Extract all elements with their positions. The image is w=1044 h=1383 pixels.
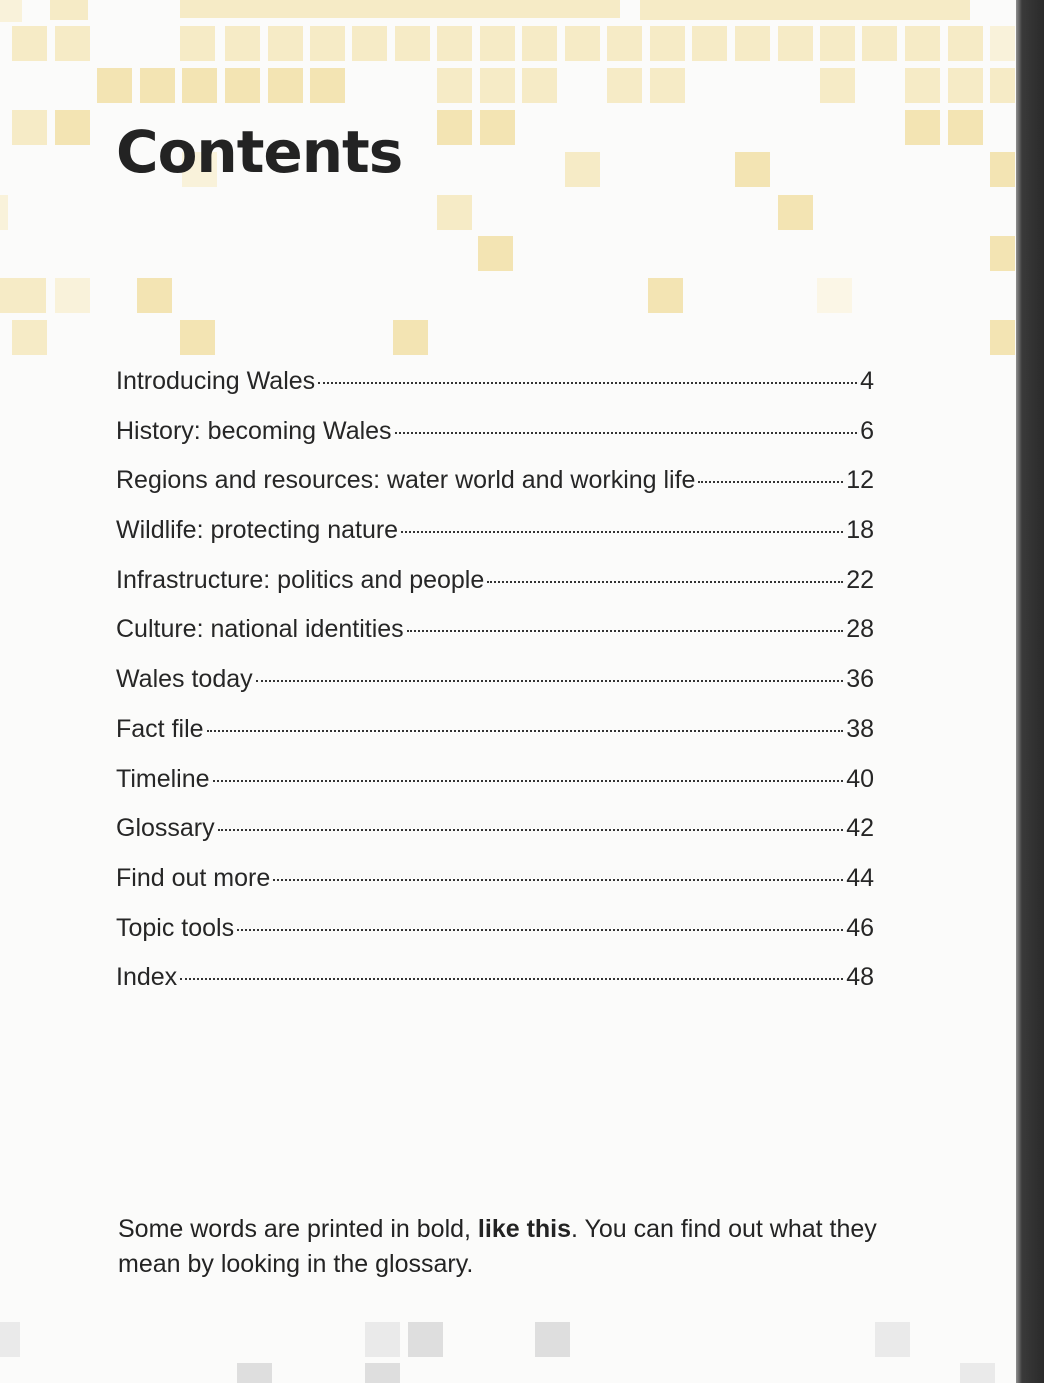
decor-tile — [55, 26, 90, 61]
toc-entry-page: 18 — [846, 516, 874, 545]
decor-tile — [225, 68, 260, 103]
toc-entry-title: History: becoming Wales — [116, 416, 392, 445]
decor-tile — [180, 320, 215, 355]
toc-entry-page: 48 — [846, 963, 874, 992]
toc-entry[interactable] — [116, 566, 874, 616]
dot-leader — [218, 829, 844, 831]
toc-entry-title: Timeline — [116, 764, 210, 793]
decor-tile — [310, 26, 345, 61]
toc-entry-title: Find out more — [116, 863, 271, 892]
toc-entry-title: Culture: national identities — [116, 615, 404, 644]
decor-tile — [650, 68, 685, 103]
decor-tile — [395, 26, 430, 61]
decor-tile — [182, 68, 217, 103]
toc-entry-title: Regions and resources: water world and working life — [116, 466, 696, 495]
decor-tile — [565, 26, 600, 61]
decor-tile — [137, 278, 172, 313]
decor-tile — [437, 110, 472, 145]
decor-tile — [990, 26, 1015, 61]
decor-tile — [408, 1322, 443, 1357]
toc-entry-page: 36 — [846, 665, 874, 694]
table-of-contents — [116, 367, 874, 1013]
toc-entry[interactable] — [116, 715, 874, 765]
toc-entry-title: Topic tools — [116, 913, 235, 942]
decor-tile — [905, 68, 940, 103]
decor-tile — [180, 26, 215, 61]
decor-tile — [0, 1322, 20, 1357]
decor-tile — [12, 26, 47, 61]
decor-tile — [948, 110, 983, 145]
dot-leader — [273, 879, 843, 881]
decor-tile — [735, 26, 770, 61]
decor-tile — [905, 26, 940, 61]
decor-tile — [437, 68, 472, 103]
toc-entry[interactable] — [116, 466, 874, 516]
decor-tile — [437, 26, 472, 61]
decor-tile — [365, 1322, 400, 1357]
decor-tile — [522, 68, 557, 103]
toc-entry-page: 22 — [846, 565, 874, 594]
decor-tile — [948, 26, 983, 61]
toc-entry-page: 38 — [846, 714, 874, 743]
decor-tile — [365, 1363, 400, 1383]
decor-tile — [268, 26, 303, 61]
decor-tile — [478, 236, 513, 271]
note-text-before: Some words are printed in bold, — [118, 1215, 478, 1243]
toc-entry-title: Index — [116, 963, 178, 992]
toc-entry-page: 40 — [846, 764, 874, 793]
decor-tile — [140, 68, 175, 103]
page-title: Contents — [116, 118, 403, 186]
decor-tile — [692, 26, 727, 61]
decor-tile — [480, 110, 515, 145]
decor-tile — [352, 26, 387, 61]
decor-tile — [778, 195, 813, 230]
decor-tile — [310, 68, 345, 103]
decor-tile — [225, 26, 260, 61]
decor-tile — [55, 278, 90, 313]
decor-tile — [0, 278, 46, 313]
decor-tile — [948, 68, 983, 103]
dot-leader — [401, 531, 843, 533]
decor-tile — [237, 1363, 272, 1383]
toc-entry[interactable] — [116, 516, 874, 566]
decor-tile — [607, 26, 642, 61]
decor-tile — [650, 26, 685, 61]
toc-entry[interactable] — [116, 615, 874, 665]
decor-tile — [480, 68, 515, 103]
note-bold-example: like this — [477, 1215, 572, 1243]
decor-tile — [437, 195, 472, 230]
dot-leader — [207, 730, 844, 732]
decor-tile — [990, 236, 1015, 271]
toc-entry-page: 28 — [846, 615, 874, 644]
toc-entry[interactable] — [116, 765, 874, 815]
decor-tile — [50, 0, 88, 20]
decor-tile — [640, 0, 970, 20]
decor-tile — [535, 1322, 570, 1357]
note-text-after: . You can find out what they mean by looking in the glossary. — [118, 1215, 877, 1278]
toc-entry-title: Introducing Wales — [116, 367, 316, 395]
decor-tile — [990, 152, 1015, 187]
decor-tile — [820, 68, 855, 103]
decor-tile — [817, 278, 852, 313]
decor-tile — [180, 0, 620, 18]
decor-tile — [12, 110, 47, 145]
page-edge-shadow — [1016, 0, 1044, 1383]
decor-tile — [55, 110, 90, 145]
decor-tile — [0, 0, 22, 22]
toc-entry[interactable] — [116, 864, 874, 914]
decor-tile — [648, 278, 683, 313]
decor-tile — [778, 26, 813, 61]
decor-tile — [990, 68, 1015, 103]
toc-entry-title: Infrastructure: politics and people — [116, 565, 485, 594]
dot-leader — [395, 432, 858, 434]
decor-tile — [862, 26, 897, 61]
toc-entry-title: Glossary — [116, 814, 215, 843]
dot-leader — [180, 978, 843, 980]
dot-leader — [698, 481, 843, 483]
toc-entry-title: Wales today — [116, 665, 253, 694]
decor-tile — [990, 320, 1015, 355]
dot-leader — [237, 929, 843, 931]
dot-leader — [256, 680, 844, 682]
toc-entry[interactable] — [116, 417, 874, 467]
toc-entry-page: 42 — [846, 814, 874, 843]
decor-tile — [97, 68, 132, 103]
toc-entry[interactable] — [116, 814, 874, 864]
decor-tile — [960, 1363, 995, 1383]
decor-tile — [268, 68, 303, 103]
toc-entry[interactable] — [116, 914, 874, 964]
dot-leader — [407, 630, 844, 632]
decor-tile — [0, 195, 8, 230]
toc-entry[interactable] — [116, 367, 874, 417]
decor-tile — [480, 26, 515, 61]
toc-entry-page: 46 — [846, 913, 874, 942]
toc-entry-title: Wildlife: protecting nature — [116, 516, 399, 545]
decor-tile — [522, 26, 557, 61]
decor-tile — [565, 152, 600, 187]
decor-tile — [607, 68, 642, 103]
toc-entry[interactable] — [116, 963, 874, 1013]
decor-tile — [12, 320, 47, 355]
dot-leader — [487, 581, 843, 583]
toc-entry-page: 6 — [860, 416, 874, 445]
dot-leader — [213, 780, 844, 782]
toc-entry-page: 44 — [846, 863, 874, 892]
bold-words-note — [118, 1212, 878, 1282]
decor-tile — [905, 110, 940, 145]
decor-tile — [820, 26, 855, 61]
dot-leader — [318, 382, 857, 384]
decor-tile — [735, 152, 770, 187]
decor-tile — [875, 1322, 910, 1357]
toc-entry-title: Fact file — [116, 714, 204, 743]
decor-tile — [393, 320, 428, 355]
toc-entry[interactable] — [116, 665, 874, 715]
toc-entry-page: 4 — [860, 367, 874, 395]
toc-entry-page: 12 — [846, 466, 874, 495]
